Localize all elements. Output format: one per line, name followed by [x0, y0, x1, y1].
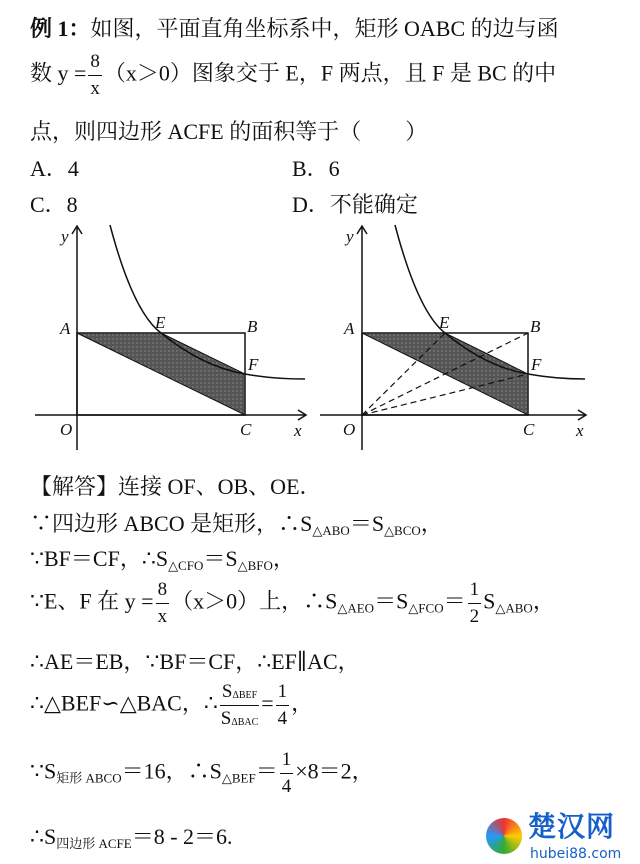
subscript: △AEO	[337, 600, 375, 616]
numerator: 1	[468, 578, 482, 604]
text: ，	[291, 690, 314, 716]
option-d: D．不能确定	[292, 192, 418, 217]
numerator: 1	[276, 680, 290, 706]
option-a: A．4	[30, 156, 79, 181]
text: ∵四边形 ABCO 是矩形，∴S	[30, 511, 313, 536]
label-o: O	[60, 420, 73, 439]
problem-line-1	[30, 12, 559, 43]
solution-line-3	[30, 542, 295, 573]
label-c: C	[240, 420, 252, 439]
text: 数 y =	[30, 60, 87, 86]
text: （x＞0）图象交于 E，F 两点，且 F 是 BC 的中	[103, 60, 557, 86]
problem-text: 如图，平面直角坐标系中，矩形 OABC 的边与函	[90, 16, 559, 41]
subscript: △BEF	[221, 770, 256, 786]
shaded-acfe	[77, 333, 245, 415]
problem-line-3: 点，则四边形 ACFE 的面积等于（ ）	[30, 119, 428, 144]
text: ，	[420, 511, 443, 536]
text: ∵E、F 在 y =	[30, 588, 154, 614]
logo-name: 楚汉网	[528, 810, 616, 843]
label-x: x	[294, 421, 302, 440]
text: =	[261, 690, 274, 716]
solution-line-8	[30, 820, 233, 851]
numerator: 1	[280, 748, 294, 774]
text: ∴S	[30, 824, 57, 849]
label-o: O	[343, 420, 356, 439]
option-b: B．6	[292, 156, 340, 181]
label-f: F	[531, 355, 542, 374]
solution-line-7	[30, 748, 374, 799]
subscript: 矩形 ABCO	[56, 770, 122, 786]
subscript: ΔBAC	[231, 717, 259, 728]
solution-line-6	[30, 680, 313, 731]
subscript: 四边形 ACFE	[56, 836, 132, 851]
text: ＝	[255, 758, 278, 784]
denominator: 4	[281, 776, 292, 797]
denominator: x	[157, 606, 168, 627]
subscript: △ABO	[495, 600, 533, 616]
label-c: C	[523, 420, 535, 439]
text: ＝S	[374, 588, 409, 614]
text: ∵S	[30, 758, 57, 784]
fraction	[468, 578, 482, 629]
label-y: y	[61, 227, 69, 246]
label-a: A	[60, 319, 71, 338]
text: ，	[532, 588, 555, 614]
fraction	[276, 680, 290, 731]
denominator: 2	[469, 606, 480, 627]
fraction	[220, 680, 259, 731]
watermark-logo	[478, 812, 640, 864]
solution-line-5: ∴AE＝EB，∵BF＝CF，∴EF∥AC，	[30, 649, 360, 674]
subscript: ΔBEF	[232, 690, 258, 701]
denominator: x	[90, 78, 100, 99]
text: ∵BF＝CF，∴S	[30, 546, 169, 571]
label-e: E	[155, 313, 166, 332]
denominator: S	[220, 708, 232, 729]
solution-line-2	[30, 507, 443, 538]
label-f: F	[248, 355, 259, 374]
label-e: E	[439, 313, 450, 332]
numerator: S	[221, 681, 233, 702]
numerator: 8	[156, 578, 170, 604]
subscript: △CFO	[168, 558, 204, 573]
solution-line-4	[30, 578, 555, 629]
figure-left	[28, 222, 313, 452]
label-b: B	[247, 317, 258, 336]
text: ＝S	[203, 546, 238, 571]
text: ＝	[443, 588, 466, 614]
subscript: △BCO	[384, 523, 421, 538]
fraction	[156, 578, 170, 629]
solution-line-1: 【解答】连接 OF、OB、OE．	[30, 474, 322, 499]
label-b: B	[530, 317, 541, 336]
example-label: 例 1：	[30, 16, 91, 41]
text: ×8＝2，	[295, 758, 374, 784]
option-c: C．8	[30, 192, 78, 217]
text: （x＞0）上，∴S	[171, 588, 338, 614]
problem-line-2	[30, 50, 556, 101]
label-a: A	[344, 319, 355, 338]
text: ＝16，∴S	[121, 758, 222, 784]
denominator: 4	[277, 708, 288, 729]
fraction	[280, 748, 294, 799]
text: ，	[272, 546, 295, 571]
fraction	[88, 50, 102, 101]
subscript: △FCO	[408, 600, 444, 616]
subscript: △BFO	[237, 558, 273, 573]
subscript: △ABO	[312, 523, 350, 538]
label-x: x	[576, 421, 584, 440]
label-y: y	[346, 227, 354, 246]
text: ＝S	[349, 511, 385, 536]
numerator: 8	[88, 50, 102, 76]
text: ＝8 - 2＝6.	[131, 824, 233, 849]
text: ∴△BEF∽△BAC，∴	[30, 690, 218, 716]
text: S	[483, 588, 496, 614]
logo-icon	[486, 818, 522, 854]
figure-right	[313, 222, 598, 452]
logo-url: hubei88.com	[530, 846, 622, 862]
